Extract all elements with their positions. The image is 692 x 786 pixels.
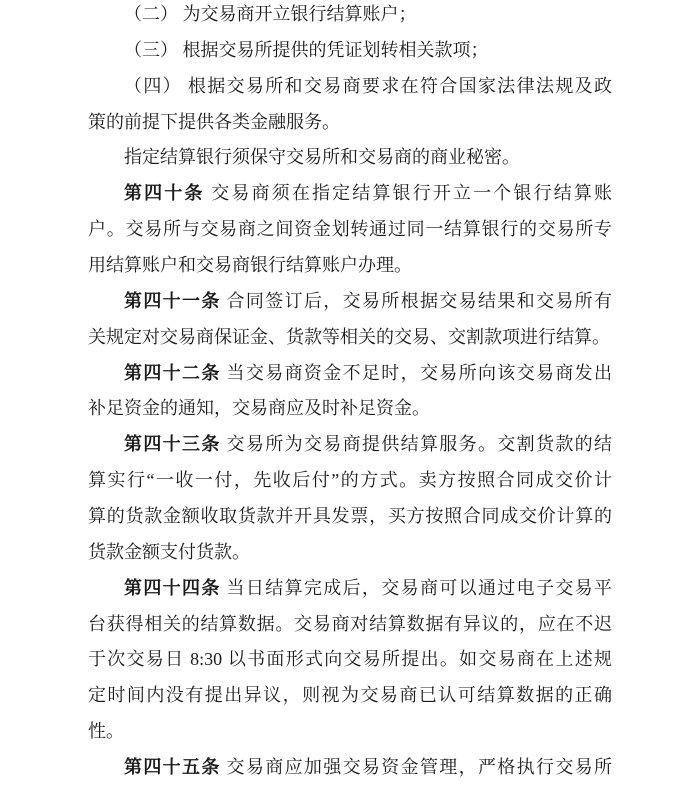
line-text: 合同签订后，交易所根据交易结果和交易所有	[220, 290, 613, 311]
line-text: 于次交易日 8:30 以书面形式向交易所提出。如交易商在上述规	[88, 649, 612, 670]
line-text: 性。	[88, 721, 124, 742]
line-text: 当日结算完成后，交易商可以通过电子交易平	[220, 577, 613, 598]
text-line	[88, 69, 612, 105]
text-line	[88, 571, 612, 607]
line-text: 关规定对交易商保证金、货款等相关的交易、交割款项进行结算。	[88, 326, 610, 347]
article-number: 第四十三条	[124, 434, 221, 455]
article-number: 第四十条	[124, 183, 205, 204]
line-text: 定时间内没有提出异议，则视为交易商已认可结算数据的正确	[88, 685, 612, 706]
line-text: 台获得相关的结算数据。交易商对结算数据有异议的，应在不迟	[88, 613, 612, 634]
text-line	[88, 750, 612, 786]
line-text: （三） 根据交易所提供的凭证划转相关款项；	[124, 39, 489, 60]
text-line	[88, 176, 612, 212]
line-text: 算的货款金额收取货款并开具发票，买方按照合同成交价计算的	[88, 506, 612, 527]
text-line	[88, 607, 612, 643]
text-line	[88, 33, 612, 69]
line-text: 货款金额支付货款。	[88, 541, 250, 562]
article-number: 第四十四条	[124, 577, 221, 598]
text-line	[88, 105, 612, 141]
text-line	[88, 284, 612, 320]
line-text: 补足资金的通知，交易商应及时补足资金。	[88, 398, 430, 419]
document-page	[88, 0, 612, 786]
line-text: 用结算账户和交易商银行结算账户办理。	[88, 255, 412, 276]
text-line	[88, 248, 612, 284]
text-line	[88, 642, 612, 678]
article-number: 第四十二条	[124, 362, 221, 383]
article-number: 第四十一条	[124, 290, 221, 311]
article-number: 第四十五条	[124, 757, 221, 778]
text-line	[88, 463, 612, 499]
line-text: （四） 根据交易所和交易商要求在符合国家法律法规及政	[124, 75, 612, 96]
line-text: 交易商应加强交易资金管理，严格执行交易所	[220, 757, 613, 778]
line-text: 指定结算银行须保守交易所和交易商的商业秘密。	[124, 147, 520, 168]
line-text: 交易所为交易商提供结算服务。交割货款的结	[220, 434, 613, 455]
text-line	[88, 427, 612, 463]
text-line	[88, 678, 612, 714]
line-text: 交易商须在指定结算银行开立一个银行结算账	[204, 183, 613, 204]
line-text: 算实行“一收一付，先收后付”的方式。卖方按照合同成交价计	[88, 470, 612, 491]
text-line	[88, 212, 612, 248]
line-text: 户。交易所与交易商之间资金划转通过同一结算银行的交易所专	[88, 219, 612, 240]
text-line	[88, 356, 612, 392]
text-line	[88, 391, 612, 427]
text-line	[88, 140, 612, 176]
text-line	[88, 499, 612, 535]
text-line	[88, 714, 612, 750]
text-line	[88, 320, 612, 356]
line-text: 当交易商资金不足时，交易所向该交易商发出	[220, 362, 613, 383]
text-line	[88, 535, 612, 571]
text-line	[88, 0, 612, 33]
line-text: 策的前提下提供各类金融服务。	[88, 111, 340, 132]
line-text: （二） 为交易商开立银行结算账户；	[124, 4, 417, 24]
